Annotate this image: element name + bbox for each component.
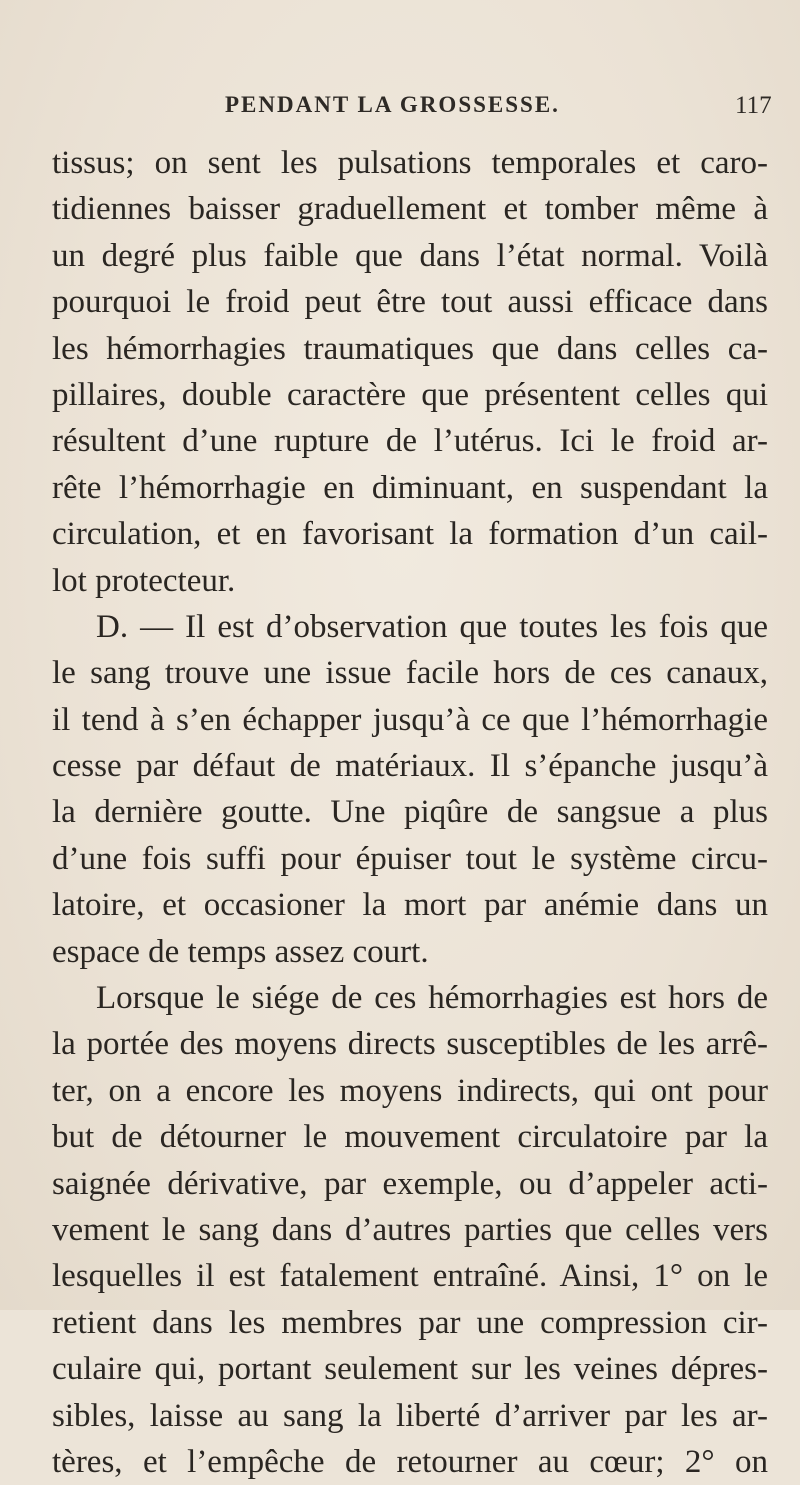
text-line: pillaires, double caractère que présentent celles qui	[52, 376, 768, 413]
body-text	[52, 140, 768, 1485]
text-line: vement le sang dans d’autres parties que celles vers	[52, 1211, 768, 1248]
text-line: résultent d’une rupture de l’utérus. Ici le froid ar-	[52, 423, 768, 460]
text-line: circulation, et en favorisant la formation d’un cail-	[52, 516, 768, 553]
text-line: sibles, laisse au sang la liberté d’arriver par les ar-	[52, 1397, 768, 1434]
text-line: tidiennes baisser graduellement et tomber même à	[52, 191, 768, 228]
text-line: tères, et l’empêche de retourner au cœur; 2° on	[52, 1443, 768, 1480]
text-line: la portée des moyens directs susceptibles de les arrê-	[52, 1026, 768, 1063]
paragraph-start-line: Lorsque le siége de ces hémorrhagies est hors de	[96, 980, 768, 1017]
text-line: pourquoi le froid peut être tout aussi efficace dans	[52, 284, 768, 321]
paragraph-end-line: lot protecteur.	[52, 562, 236, 599]
text-line: latoire, et occasioner la mort par anémie dans un	[52, 887, 768, 924]
text-line: lesquelles il est fatalement entraîné. Ainsi, 1° on le	[52, 1258, 768, 1295]
page-number: 117	[735, 92, 772, 119]
text-line: d’une fois suffi pour épuiser tout le système circu-	[52, 840, 768, 877]
text-line: il tend à s’en échapper jusqu’à ce que l’hémorrhagie	[52, 701, 768, 738]
text-line: tissus; on sent les pulsations temporales et caro-	[52, 145, 768, 181]
text-line: le sang trouve une issue facile hors de ces canaux,	[52, 655, 768, 692]
text-line: cesse par défaut de matériaux. Il s’épanche jusqu’à	[52, 748, 768, 785]
running-title: PENDANT LA GROSSESSE.	[225, 92, 560, 117]
text-line: retient dans les membres par une compression cir-	[52, 1304, 768, 1341]
text-line: ter, on a encore les moyens indirects, qui ont pour	[52, 1072, 768, 1109]
text-line: but de détourner le mouvement circulatoire par la	[52, 1119, 768, 1156]
paragraph-end-line: espace de temps assez court.	[52, 933, 429, 970]
text-line: culaire qui, portant seulement sur les veines dépres-	[52, 1351, 768, 1388]
running-head	[0, 92, 800, 132]
text-line: les hémorrhagies traumatiques que dans celles ca-	[52, 330, 768, 367]
paragraph-start-line: D. — Il est d’observation que toutes les fois que	[96, 608, 768, 645]
text-line: saignée dérivative, par exemple, ou d’appeler acti-	[52, 1165, 768, 1202]
text-line: rête l’hémorrhagie en diminuant, en suspendant la	[52, 469, 768, 506]
text-line: un degré plus faible que dans l’état normal. Voilà	[52, 237, 768, 274]
text-line: la dernière goutte. Une piqûre de sangsue a plus	[52, 794, 768, 831]
